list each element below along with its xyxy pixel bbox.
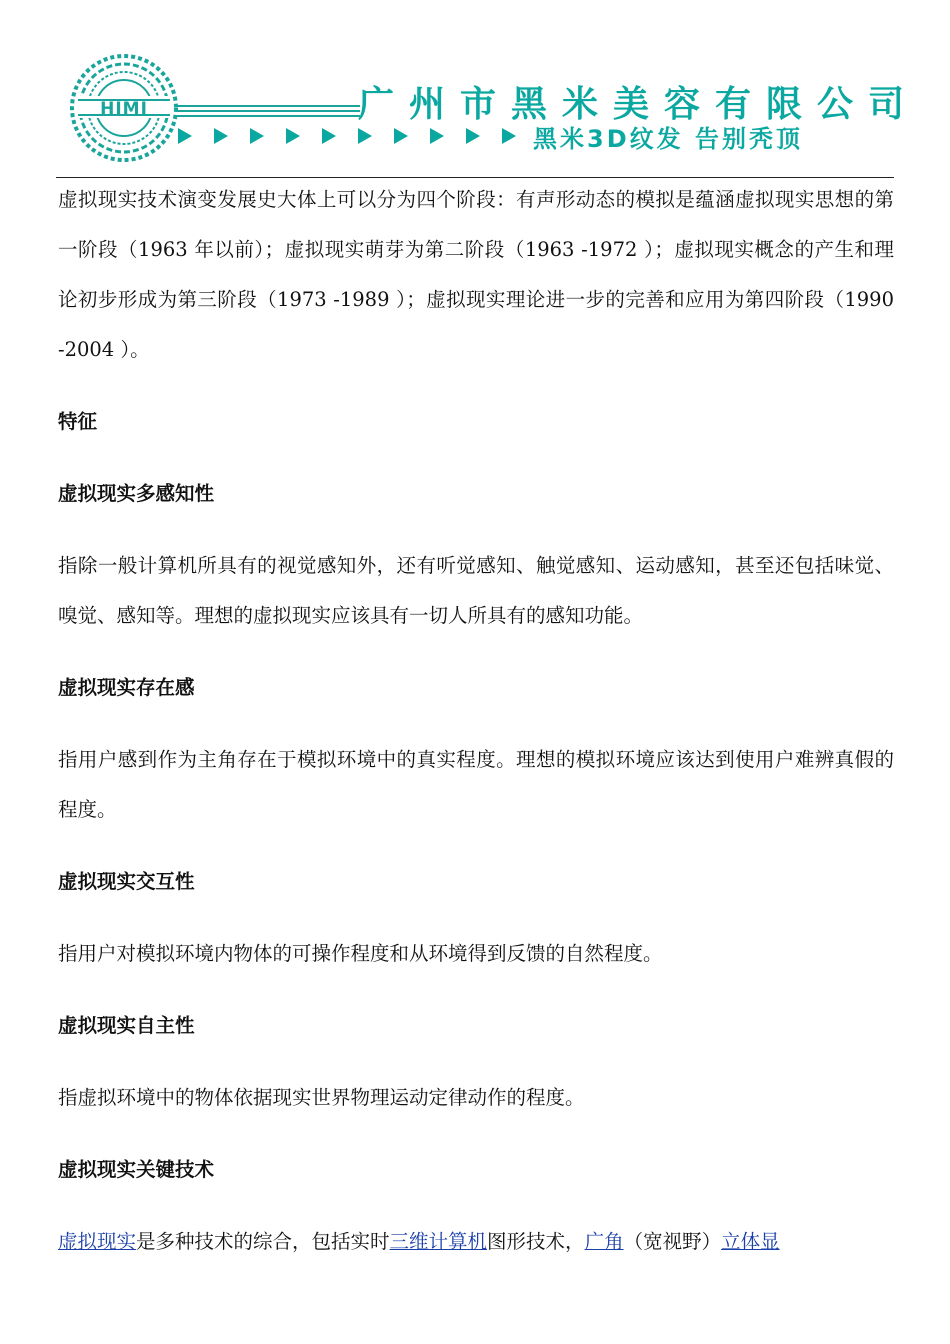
document-body	[58, 180, 894, 1267]
paragraph-multi-perception: 指除一般计算机所具有的视觉感知外，还有听觉感知、触觉感知、运动感知，甚至还包括味觉、嗅觉、感知等。理想的虚拟现实应该具有一切人所具有的感知功能。	[58, 554, 894, 627]
link-3d-computer[interactable]: 三维计算机	[389, 1230, 488, 1253]
link-stereo-display[interactable]: 立体显	[721, 1230, 780, 1253]
text-segment: 图形技术，	[487, 1230, 585, 1253]
logo-text: HIMI	[100, 99, 148, 119]
heading-key-technologies: 虚拟现实关键技术	[58, 1158, 215, 1181]
header-stripes	[176, 104, 360, 118]
link-wide-angle[interactable]: 广角	[584, 1230, 624, 1253]
company-name: 广州市黑米美容有限公司	[358, 84, 920, 125]
slogan: 黑米3D纹发 告别秃顶	[533, 125, 803, 153]
text-segment: （宽视野）	[623, 1230, 722, 1253]
heading-autonomy: 虚拟现实自主性	[58, 1014, 195, 1037]
arrow-row-icon	[176, 126, 536, 146]
himi-logo	[68, 52, 180, 164]
link-virtual-reality[interactable]: 虚拟现实	[58, 1230, 137, 1253]
section-heading-features: 特征	[58, 410, 98, 433]
text-segment: 是多种技术的综合，包括实时	[136, 1230, 390, 1253]
paragraph-autonomy: 指虚拟环境中的物体依据现实世界物理运动定律动作的程度。	[58, 1086, 585, 1109]
heading-multi-perception: 虚拟现实多感知性	[58, 482, 215, 505]
heading-presence: 虚拟现实存在感	[58, 676, 195, 699]
intro-paragraph: 虚拟现实技术演变发展史大体上可以分为四个阶段：有声形动态的模拟是蕴涵虚拟现实思想的第一阶段（1963 年以前）；虚拟现实萌芽为第二阶段（1963 -1972 ）；虚拟现实概念的产生和理论初步形成为第三阶段（1973 -1989 ）；虚拟现实理论进一步的完善和应用为第四阶段（1990 -2004 ）。	[58, 188, 894, 361]
paragraph-interactivity: 指用户对模拟环境内物体的可操作程度和从环境得到反馈的自然程度。	[58, 942, 663, 965]
paragraph-key-technologies	[58, 1217, 894, 1267]
letterhead	[0, 0, 950, 180]
heading-interactivity: 虚拟现实交互性	[58, 870, 195, 893]
paragraph-presence: 指用户感到作为主角存在于模拟环境中的真实程度。理想的模拟环境应该达到使用户难辨真假的程度。	[58, 748, 894, 821]
